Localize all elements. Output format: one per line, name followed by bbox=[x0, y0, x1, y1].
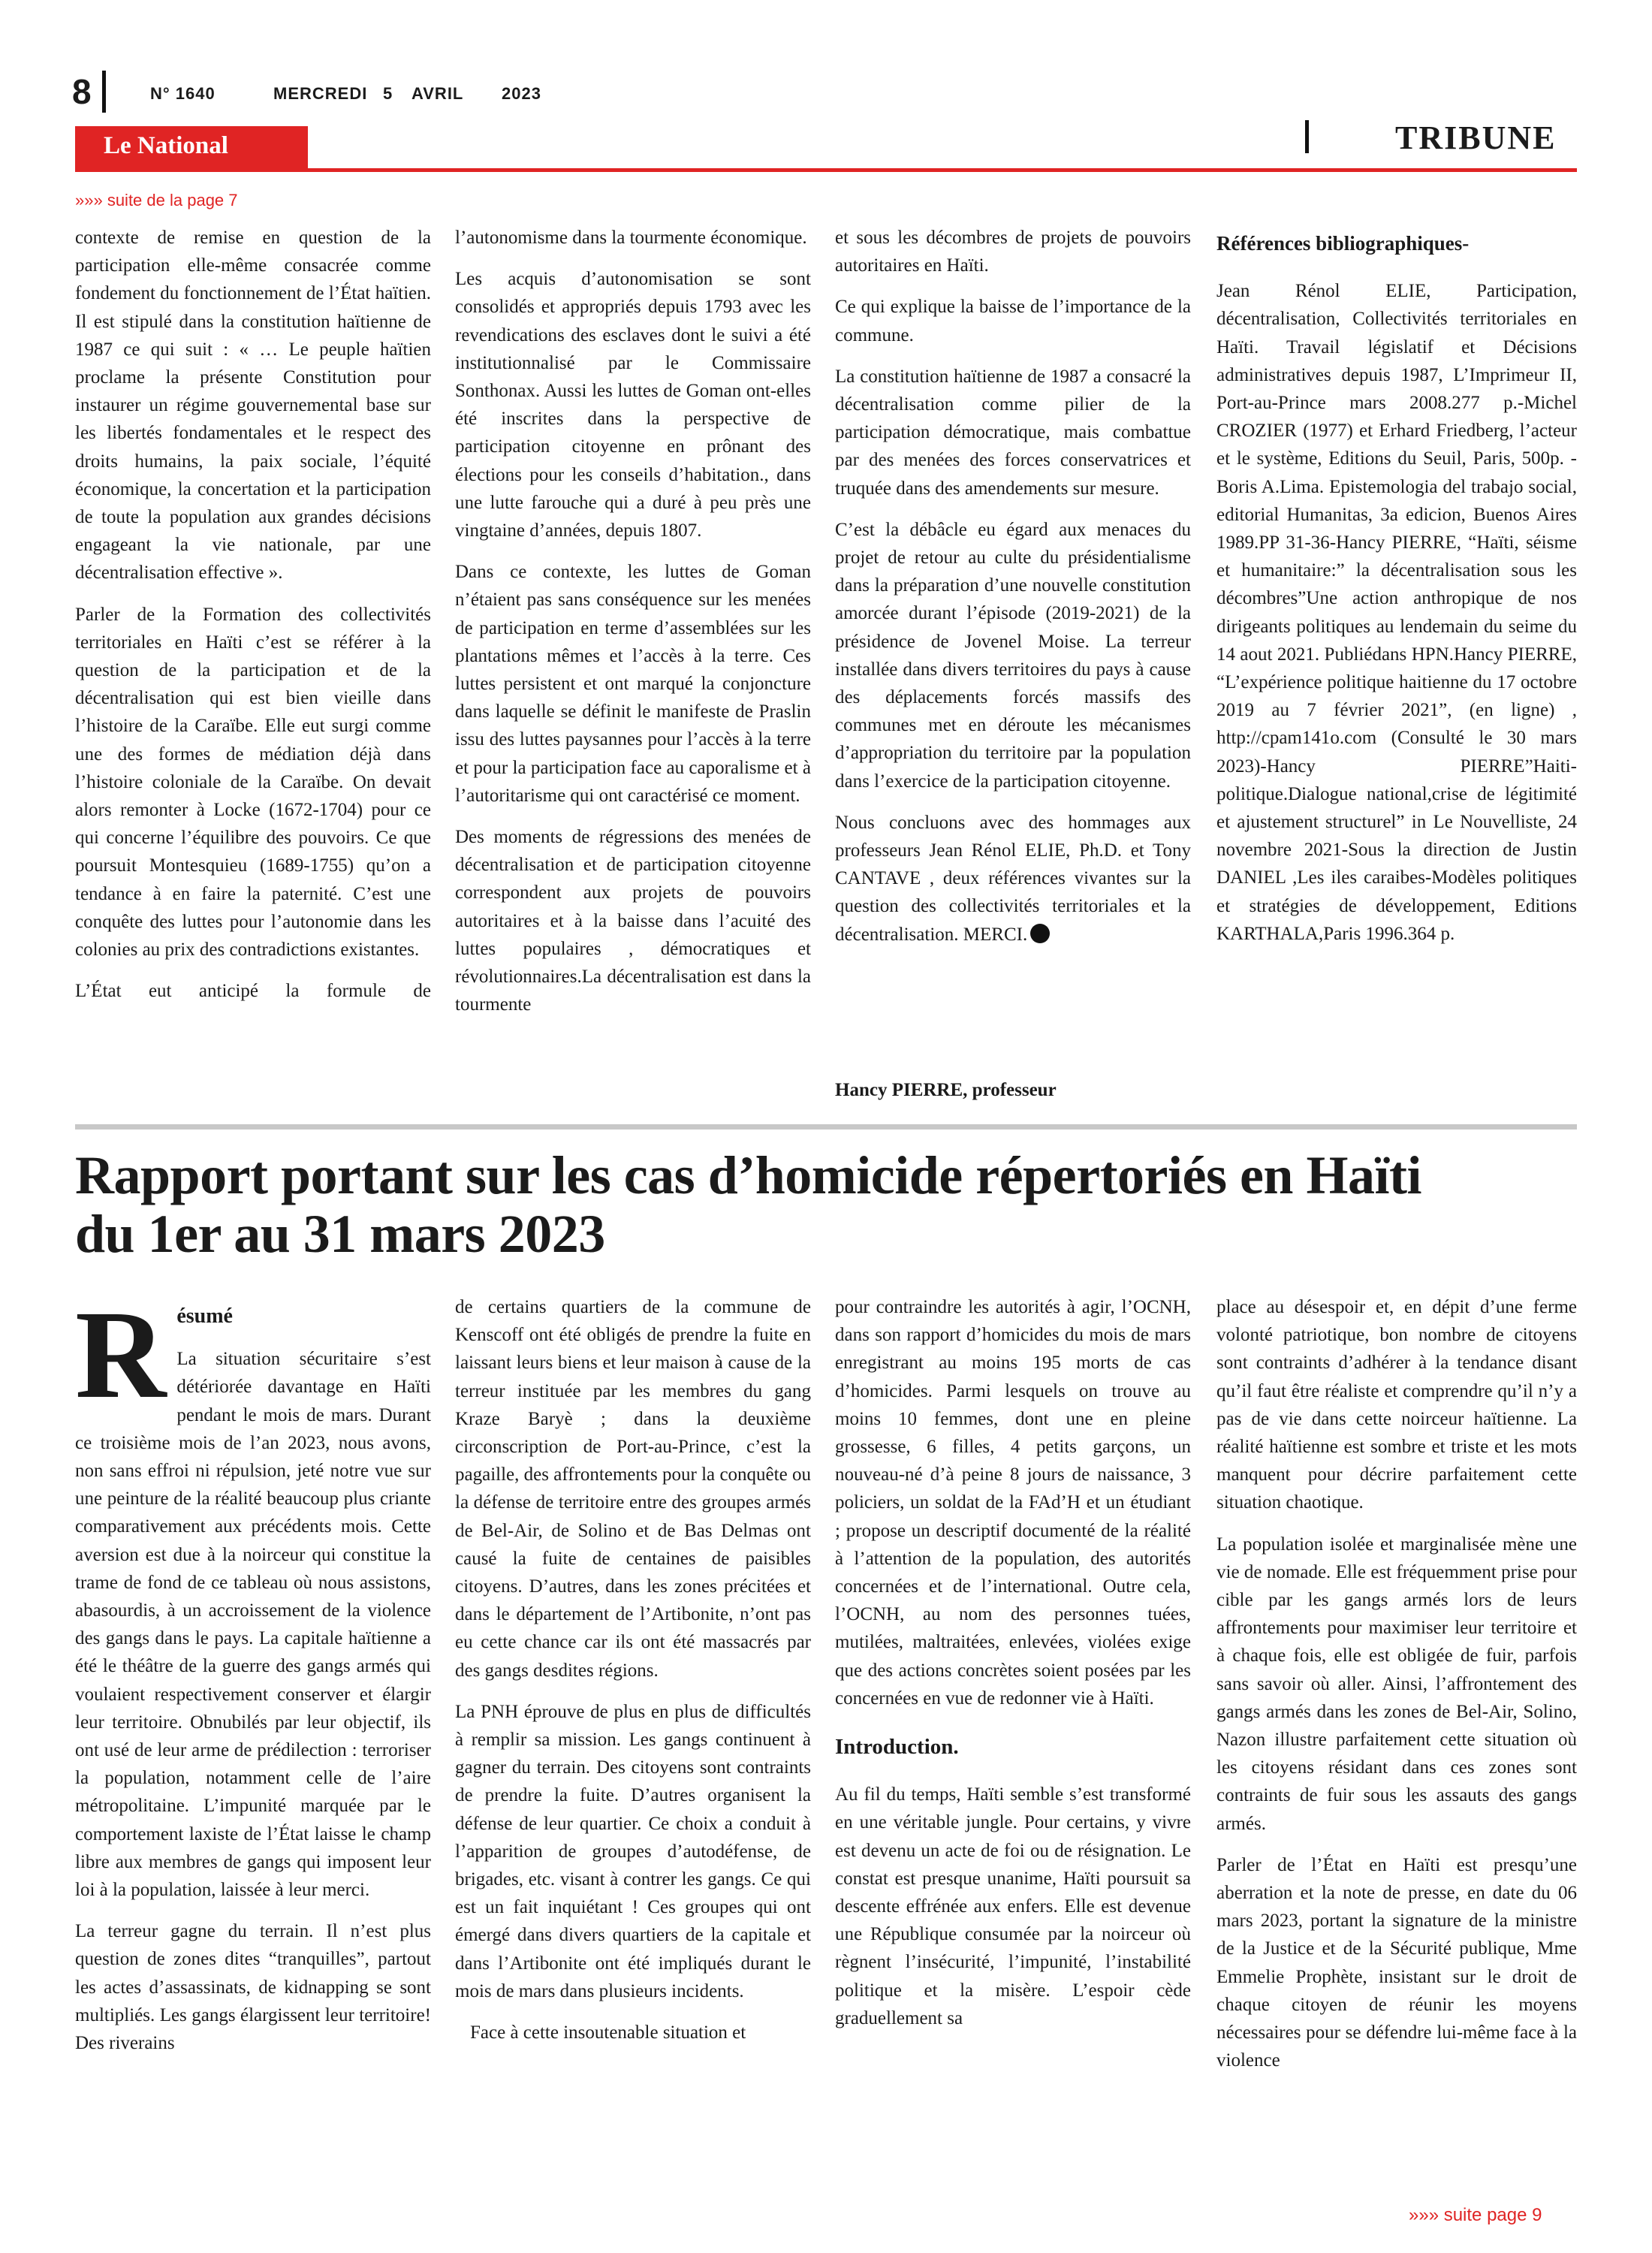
paragraph: La constitution haïtienne de 1987 a consacré la décentralisation comme pilier de la participation démocratique, mais combattue par des menées des forces conservatrices et truquée dans des amendements sur mesure. bbox=[835, 366, 1191, 499]
paragraph: Face à cette insoutenable situation et bbox=[470, 2022, 746, 2043]
closing-text: Nous concluons avec des hommages aux professeurs Jean Rénol ELIE, Ph.D. et Tony CANTAVE , deux références vivantes sur la question des collectivités territoriales et la décentralisation. MERCI. bbox=[835, 812, 1191, 945]
introduction-title: Introduction. bbox=[835, 1735, 959, 1760]
paragraph: L’État eut anticipé la formule de bbox=[75, 981, 431, 1002]
tribune-column-2 bbox=[455, 224, 811, 1032]
header-divider bbox=[102, 71, 106, 113]
issue-date: 5 bbox=[383, 84, 393, 103]
continued-from: »»» suite de la page 7 bbox=[75, 191, 238, 210]
article-column-3 bbox=[835, 1293, 1191, 2046]
header-rule bbox=[75, 168, 1577, 172]
headline-line-2: du 1er au 31 mars 2023 bbox=[75, 1204, 605, 1264]
paragraph: C’est la débâcle eu égard aux menaces du projet de retour au culte du présidentialisme dans la préparation d’une nouvelle constitution amorcée durant l’épisode (2019-2021) de la présidence de Jovenel Moise. La terreur installée dans divers territoires du pays à cause des déplacements forcés massifs des communes met en déroute les mécanismes d’appropriation du territoire par la population dans l’exercice de la participation citoyenne. bbox=[835, 519, 1191, 792]
paragraph: La situation sécuritaire s’est détériorée davantage en Haïti pendant le mois de mars. Durant ce troisième mois de l’an 2023, nous avons, non sans effroi ni répulsion, jeté notre vue sur une peinture de la réalité beaucoup plus criante comparativement aux précédents mois. Cette aversion est due à la noirceur qui constitue la trame de fond de ce tableau où nous assistons, abasourdis, à un accroissement de la violence des gangs dans le pays. La capitale haïtienne a été le théâtre de la guerre des gangs armés qui voulaient respectivement conserver et élargir leur territoire. Obnubilés par leur objectif, ils ont usé de leur arme de prédilection : terroriser la population, notamment celle de l’aire métropolitaine. L’impunité marquée par le comportement laxiste de l’État laisse le champ libre aux membres de gangs qui imposent leur loi à la population, laissée à leur merci. bbox=[75, 1349, 431, 1901]
article-column-4 bbox=[1216, 1293, 1577, 2088]
paragraph: Au fil du temps, Haïti semble s’est transformé en une véritable jungle. Pour certains, y vivre est devenu un acte de foi ou de résignation. Le constat est presque unanime, Haïti poursuit sa descente effrénée aux enfers. Elle est devenue une République consumée par la noirceur où règnent l’insécurité, l’impunité, l’instabilité politique et la misère. L’espoir cède graduellement sa bbox=[835, 1784, 1191, 2028]
issue-year: 2023 bbox=[502, 84, 541, 103]
paragraph: La PNH éprouve de plus en plus de difficultés à remplir sa mission. Les gangs continuent à gagner du terrain. Des citoyens sont contraints de prendre la fuite. D’autres organisent la défense de leur quartier. Ce choix a conduit à l’apparition de groupes d’autodéfense, de brigades, etc. visant à contrer les gangs. Ce qui est un fait inquiétant ! Ces groupes qui ont émergé dans divers quartiers de la capitale et dans l’Artibonite ont été impliqués durant le mois de mars dans plusieurs incidents. bbox=[455, 1701, 811, 2001]
closing-paragraph bbox=[835, 809, 1191, 949]
page-number: 8 bbox=[72, 72, 92, 111]
continued-to: »»» suite page 9 bbox=[1409, 2205, 1542, 2225]
paragraph: Ce qui explique la baisse de l’importance de la commune. bbox=[835, 297, 1191, 345]
author-signature: Hancy PIERRE, professeur bbox=[835, 1080, 1057, 1100]
article-column-1 bbox=[75, 1285, 431, 2071]
tribune-column-1 bbox=[75, 224, 431, 1018]
references-title: Références bibliographiques- bbox=[1216, 232, 1470, 255]
article-column-2 bbox=[455, 1293, 811, 2060]
paragraph: et sous les décombres de projets de pouvoirs autoritaires en Haïti. bbox=[835, 228, 1191, 276]
drop-cap: R bbox=[75, 1285, 167, 1425]
section-divider bbox=[1305, 120, 1309, 153]
paragraph: Les acquis d’autonomisation se sont consolidés et appropriés depuis 1793 avec les revendications des esclaves dont le suivi a été institutionnalisé par le Commissaire Sonthonax. Aussi les luttes de Goman ont-elles été inscrites dans la perspective de participation citoyenne en prônant des élections pour les conseils d’habitation., dans une lutte farouche qui a duré à peu près une vingtaine d’années, depuis 1807. bbox=[455, 269, 811, 541]
paragraph: La terreur gagne du terrain. Il n’est plus question de zones dites “tranquilles”, partout les actes d’assassinats, de kidnapping se sont multipliés. Les gangs élargissent leur territoire! Des riverains bbox=[75, 1921, 431, 2054]
paragraph: l’autonomisme dans la tourmente économique. bbox=[455, 228, 807, 248]
publication-logo: Le National bbox=[104, 132, 228, 159]
references-column bbox=[1216, 230, 1577, 961]
references-text: Jean Rénol ELIE, Participation, décentralisation, Collectivités territoriales en Haïti. Travail législatif et Décisions administratives depuis 1987, L’Imprimeur II, Port-au-Prince mars 2008.277 p.-Michel CROZIER (1977) et Erhard Friedberg, l’acteur et le système, Editions du Seuil, Paris, 500p. - Boris A.Lima. Epistemologia del trabajo social, editorial Humanitas, 3a edicion, Buenos Aires 1989.PP 31-36-Hancy PIERRE, “Haïti, séisme et humanitaire:” la décentralisation sous les décombres”Une action anthropique de nos dirigeants politiques au lendemain du seime du 14 aout 2021. Publiédans HPN.Hancy PIERRE, “L’expérience politique haitienne du 17 octobre 2019 au 7 février 2021”, (en ligne) , http://cpam141o.com (Consulté le 30 mars 2023)-Hancy PIERRE”Haiti-politique.Dialogue national,crise de légitimité et ajustement structurel” in Le Nouvelliste, 24 novembre 2021-Sous la direction de Justin DANIEL ,Les iles caraibes-Modèles politiques et stratégies de développement, Editions KARTHALA,Paris 1996.364 p. bbox=[1216, 281, 1577, 944]
paragraph: Parler de la Formation des collectivités territoriales en Haïti c’est se référer à la question de la participation et de la décentralisation qui est bien vieille dans l’histoire de la Caraïbe. Elle eut surgi comme une des formes de médiation déjà dans l’histoire coloniale de la Caraïbe. On devait alors remonter à Locke (1672-1704) pour ce qui concerne l’équilibre des pouvoirs. Ce que poursuit Montesquieu (1689-1755) qu’on a tendance à en faire la paternité. C’est une conquête des luttes pour l’autonomie dans les colonies au prix des contradictions existantes. bbox=[75, 604, 431, 961]
paragraph: Parler de l’État en Haïti est presqu’une aberration et la note de presse, en date du 06 mars 2023, portant la signature de la ministre de la Justice et de la Sécurité publique, Mme Emmelie Prophète, insistant sur le droit de chaque citoyen de réunir les moyens nécessaires pour se défendre lui-même face à la violence bbox=[1216, 1854, 1577, 2071]
article-headline bbox=[75, 1146, 1584, 1263]
issue-number: N° 1640 bbox=[150, 84, 216, 103]
paragraph: pour contraindre les autorités à agir, l’OCNH, dans son rapport d’homicides du mois de mars enregistrant au moins 195 morts de cas d’homicides. Parmi lesquels on trouve au moins 10 femmes, dont une en pleine grossesse, 6 filles, 4 petits garçons, un nouveau-né d’à peine 8 jours de naissance, 3 policiers, un soldat de la FAd’H et un étudiant ; propose un descriptif documenté de la réalité à l’attention de la population, des autorités concernées et de l’international. Outre cela, l’OCNH, au nom des personnes tuées, mutilées, maltraitées, enlevées, violées exige que des actions concrètes soient posées par les concernées en vue de redonner vie à Haïti. bbox=[835, 1297, 1191, 1709]
paragraph: de certains quartiers de la commune de Kenscoff ont été obligés de prendre la fuite en laissant leurs biens et leur maison à cause de la terreur instituée par les membres du gang Kraze Baryè ; dans la deuxième circonscription de Port-au-Prince, c’est la pagaille, des affrontements pour la conquête ou la défense de territoire entre des groupes armés de Bel-Air, de Solino et de Bas Delmas ont causé la fuite de centaines de paisibles citoyens. D’autres, dans les zones précitées et dans le département de l’Artibonite, n’ont pas eu cette chance car ils ont été massacrés par des gangs desdites régions. bbox=[455, 1297, 811, 1681]
section-title: TRIBUNE bbox=[1395, 119, 1557, 156]
issue-day: MERCREDI bbox=[273, 84, 368, 103]
paragraph: Dans ce contexte, les luttes de Goman n’étaient pas sans conséquence sur les menées de participation en terme d’assemblées sur les plantations mêmes et l’accès à la terre. Ces luttes persistent et ont marqué la conjoncture dans laquelle se définit le manifeste de Praslin issu des luttes paysannes pour l’accès à la terre et pour la participation face au caporalisme et à l’autoritarisme qui ont caractérisé ce moment. bbox=[455, 562, 811, 806]
paragraph: Des moments de régressions des menées de décentralisation et de participation citoyenne correspondent aux projets de pouvoirs autoritaires et à la baisse dans l’acuité des luttes populaires , démocratiques et révolutionnaires.La décentralisation est dans la tourmente bbox=[455, 827, 811, 1015]
paragraph: La population isolée et marginalisée mène une vie de nomade. Elle est fréquemment prise pour cible par les gangs armés lors de leurs affrontements pour maximiser leur territoire et à chaque fois, elle est obligée de fuir, parfois sans savoir où aller. Ainsi, l’affrontement des gangs armés dans les zones de Bel-Air, Solino, Nazon illustre parfaitement cette situation où les citoyens résidant dans ces zones sont contraints de fuir sous les assauts des gangs armés. bbox=[1216, 1534, 1577, 1834]
end-mark-icon bbox=[1030, 924, 1050, 943]
summary-title: ésumé bbox=[176, 1304, 233, 1328]
paragraph: contexte de remise en question de la participation elle-même consacrée comme fondement du fonctionnement de l’État haïtien. Il est stipulé dans la constitution haïtienne de 1987 ce qui suit : « … Le peuple haïtien proclame la présente Constitution pour instaurer un régime gouvernemental base sur les libertés fondamentales et le respect des droits humains, la paix sociale, l’équité économique, la concertation et la participation de toute la population aux grandes décisions engageant la vie nationale, par une décentralisation effective ». bbox=[75, 228, 431, 584]
section-separator bbox=[75, 1124, 1577, 1130]
paragraph: place au désespoir et, en dépit d’une ferme volonté patriotique, bon nombre de citoyens sont contraints d’adhérer à la tendance disant qu’il faut être réaliste et comprendre qu’il n’y a pas de vie dans cette noirceur haïtienne. La réalité haïtienne est sombre et triste et les mots manquent pour décrire parfaitement cette situation chaotique. bbox=[1216, 1297, 1577, 1513]
headline-line-1: Rapport portant sur les cas d’homicide répertoriés en Haïti bbox=[75, 1145, 1421, 1205]
issue-month: AVRIL bbox=[411, 84, 464, 103]
tribune-column-3 bbox=[835, 224, 1191, 962]
